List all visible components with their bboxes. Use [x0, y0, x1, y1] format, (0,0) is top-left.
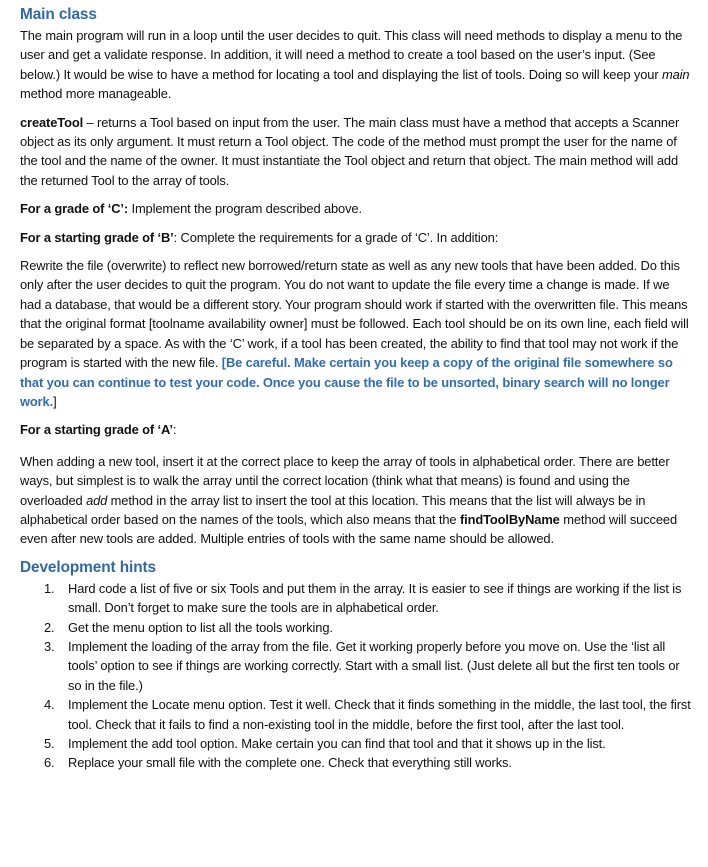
list-item [20, 579, 692, 618]
grade-a-label: For a starting grade of ‘A’ [20, 422, 173, 438]
grade-c-paragraph [20, 199, 692, 218]
insert-text-1: When adding a new tool, insert it at the correct place to keep the array of tools in alphabetical order. There are better ways, but simplest is to walk the array until the correct location (think what that means) is found and using the overloaded [20, 453, 670, 508]
list-item-number: 6. [44, 755, 55, 771]
grade-c-text: Implement the program described above. [128, 201, 362, 217]
careful-note: Be careful. Make certain you keep a copy of the original file somewhere so that you can continue to test your code. Once you cause the file to be unsorted, binary search will no longer work. [20, 355, 673, 409]
list-item-text: Replace your small file with the complete one. Check that everything still works. [68, 755, 512, 771]
list-item-text: Get the menu option to list all the tools working. [68, 619, 333, 635]
hints-list [20, 579, 692, 773]
rewrite-paragraph [20, 256, 692, 411]
find-tool-by-name-bold: findToolByName [459, 511, 560, 527]
add-method-em: add [86, 492, 108, 508]
list-item-number: 1. [44, 580, 55, 596]
grade-a-paragraph [20, 420, 692, 439]
insert-text-2: method in the array list to insert the tool at this location. This means that the list will always be in alphabetical order based on the names of the tools, which also means that the [20, 492, 646, 527]
list-item-text: Implement the loading of the array from the file. Get it working properly before you move on. Use the ‘list all tools’ option to see if things are working correctly. Start with a small list. (Just delete all but the first ten tools or so in the file.) [68, 638, 680, 693]
list-item-text: Implement the add tool option. Make certain you can find that tool and that it shows up in the list. [68, 736, 606, 751]
intro-text-end: method more manageable. [20, 86, 172, 102]
note-close-bracket: ] [53, 393, 57, 409]
create-tool-paragraph [20, 113, 692, 191]
list-item [20, 734, 692, 753]
rewrite-text: Rewrite the file (overwrite) to reflect new borrowed/return state as well as any new tools that have been added. Do this only after the user decides to quit the program. You do not want to update the file every time a change is made. If we had a database, that would be a different story. Your program should work if started with the overwritten file. This means that the original format [toolname availability owner] must be followed. Each tool should be on its own line, each field will be separated by a space. As with the ‘C’ work, if a tool has been created, the ability to find that tool may not work if the program is started with the new file. [20, 258, 689, 371]
insert-paragraph [20, 452, 692, 549]
grade-a-text: : [172, 422, 177, 438]
create-tool-text: – returns a Tool based on input from the user. The main class must have a method that accepts a Scanner object as its only argument. It must return a Tool object. The code of the method must prompt the user for the name of the tool and the name of the owner. It must instantiate the Tool object and return that object. The main method will add the returned Tool to the array of tools. [20, 114, 680, 188]
list-item [20, 618, 692, 637]
main-method-em: main [661, 66, 690, 82]
dev-hints-heading: Development hints [20, 558, 156, 576]
intro-text: The main program will run in a loop until the user decides to quit. This class will need methods to display a menu to the user and get a validate response. In addition, it will need a method to create a tool based on the user’s input. (See below.) It would be wise to have a method for locating a tool and displaying the list of tools. Doing so will keep your [20, 28, 683, 82]
list-item-number: 5. [44, 736, 55, 751]
grade-c-label: For a grade of ‘C’: [20, 201, 129, 217]
list-item [20, 753, 692, 772]
list-item-text: Implement the Locate menu option. Test it well. Check that it finds something in the middle, the last tool, the first tool. Check that it fails to find a non-existing tool in the middle, before the first tool, after the last tool. [68, 697, 691, 732]
grade-b-paragraph [20, 228, 692, 247]
list-item-text: Hard code a list of five or six Tools and put them in the array. It is easier to see if things are working if the list is small. Don’t forget to make sure the tools are in alphabetical order. [68, 580, 682, 616]
insert-text-3: method will succeed even after new tools are added. Multiple entries of tools with the same name should be allowed. [20, 511, 677, 547]
grade-b-label: For a starting grade of ‘B’ [20, 229, 174, 245]
note-open-bracket: [ [221, 355, 226, 371]
main-class-heading: Main class [20, 6, 97, 23]
intro-paragraph [20, 26, 692, 104]
list-item [20, 637, 692, 695]
list-item-number: 2. [44, 619, 55, 635]
list-item [20, 695, 692, 734]
list-item-number: 3. [44, 638, 55, 654]
grade-b-text: : Complete the requirements for a grade of ‘C’. In addition: [173, 229, 499, 245]
create-tool-label: createTool [20, 114, 84, 130]
list-item-number: 4. [44, 697, 55, 713]
